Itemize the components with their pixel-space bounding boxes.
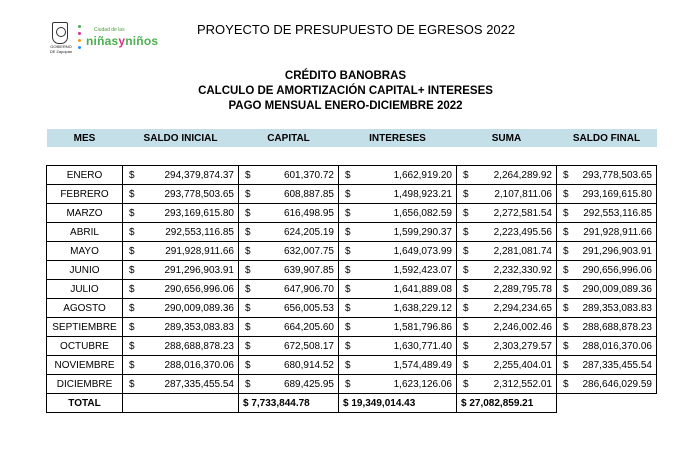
- cell-saldo-final: [557, 318, 657, 337]
- cell-mes: OCTUBRE: [47, 337, 123, 356]
- amount-value: 1,592,423.07: [393, 264, 452, 276]
- currency-symbol: $: [245, 207, 251, 219]
- currency-symbol: $: [563, 169, 569, 181]
- amount-value: 1,623,126.06: [393, 378, 452, 390]
- amount-value: 2,289,795.78: [493, 283, 552, 295]
- amount-value: 289,353,083.83: [164, 321, 234, 333]
- table-row: [47, 261, 657, 280]
- currency-symbol: $: [463, 226, 469, 238]
- amount-value: 2,294,234.65: [493, 302, 552, 314]
- cell-saldo-final: [557, 280, 657, 299]
- cell-mes: JUNIO: [47, 261, 123, 280]
- amount-value: 1,649,073.99: [393, 245, 452, 257]
- cell-intereses: [339, 356, 457, 375]
- cell-capital: [239, 356, 339, 375]
- amount-value: 1,574,489.49: [393, 359, 452, 371]
- amount-value: 1,630,771.40: [393, 340, 452, 352]
- amount-value: 2,232,330.92: [493, 264, 552, 276]
- amount-value: 2,255,404.01: [493, 359, 552, 371]
- amount-value: 624,205.19: [283, 226, 334, 238]
- amount-value: 293,169,615.80: [164, 207, 234, 219]
- total-capital: $ 7,733,844.78: [239, 394, 339, 413]
- currency-symbol: $: [129, 169, 135, 181]
- amount-value: 288,016,370.06: [582, 340, 652, 352]
- amount-value: 1,641,889.08: [393, 283, 452, 295]
- cell-suma: [457, 185, 557, 204]
- table-row: [47, 280, 657, 299]
- currency-symbol: $: [129, 188, 135, 200]
- brand-small-text: Ciudad de las: [94, 27, 125, 33]
- currency-symbol: $: [463, 359, 469, 371]
- cell-saldo-inicial: [123, 280, 239, 299]
- cell-suma: [457, 375, 557, 394]
- cell-capital: [239, 223, 339, 242]
- amount-value: 290,656,996.06: [582, 264, 652, 276]
- currency-symbol: $: [245, 340, 251, 352]
- currency-symbol: $: [463, 207, 469, 219]
- cell-saldo-final: [557, 261, 657, 280]
- currency-symbol: $: [345, 359, 351, 371]
- cell-intereses: [339, 242, 457, 261]
- cell-suma: [457, 356, 557, 375]
- amount-value: 601,370.72: [283, 169, 334, 181]
- seal-caption: GOBIERNO DE Zapopan: [49, 44, 73, 54]
- currency-symbol: $: [345, 302, 351, 314]
- amount-value: 288,016,370.06: [164, 359, 234, 371]
- cell-saldo-final: [557, 356, 657, 375]
- cell-mes: MARZO: [47, 204, 123, 223]
- amount-value: 656,005.53: [283, 302, 334, 314]
- currency-symbol: $: [463, 169, 469, 181]
- currency-symbol: $: [563, 283, 569, 295]
- currency-symbol: $: [563, 264, 569, 276]
- amount-value: 292,553,116.85: [583, 207, 652, 219]
- cell-saldo-inicial: [123, 375, 239, 394]
- cell-saldo-inicial: [123, 242, 239, 261]
- currency-symbol: $: [463, 340, 469, 352]
- table-row: [47, 223, 657, 242]
- currency-symbol: $: [245, 226, 251, 238]
- cell-mes: ABRIL: [47, 223, 123, 242]
- cell-capital: [239, 261, 339, 280]
- amount-value: 680,914.52: [283, 359, 334, 371]
- amount-value: 1,599,290.37: [393, 226, 452, 238]
- cell-saldo-inicial: [123, 356, 239, 375]
- cell-saldo-inicial: [123, 166, 239, 185]
- brand-word-1: niñas: [86, 34, 119, 48]
- currency-symbol: $: [245, 321, 251, 333]
- cell-mes: AGOSTO: [47, 299, 123, 318]
- cell-suma: [457, 337, 557, 356]
- cell-capital: [239, 166, 339, 185]
- zapopan-seal-icon: [52, 22, 68, 44]
- currency-symbol: $: [245, 378, 251, 390]
- cell-intereses: [339, 204, 457, 223]
- cell-saldo-final: [557, 223, 657, 242]
- cell-saldo-final: [557, 337, 657, 356]
- table-row: [47, 375, 657, 394]
- currency-symbol: $: [563, 245, 569, 257]
- currency-symbol: $: [129, 321, 135, 333]
- amount-value: 2,281,081.74: [493, 245, 552, 257]
- currency-symbol: $: [563, 378, 569, 390]
- currency-symbol: $: [463, 321, 469, 333]
- amount-value: 2,264,289.92: [493, 169, 552, 181]
- column-header-saldo-final: SALDO FINAL: [557, 129, 657, 147]
- currency-symbol: $: [345, 340, 351, 352]
- cell-suma: [457, 261, 557, 280]
- cell-capital: [239, 337, 339, 356]
- amortization-table: [46, 129, 657, 413]
- currency-symbol: $: [129, 378, 135, 390]
- currency-symbol: $: [245, 188, 251, 200]
- table-header-row: [47, 129, 657, 147]
- currency-symbol: $: [345, 207, 351, 219]
- subtitle-period: PAGO MENSUAL ENERO-DICIEMBRE 2022: [228, 100, 463, 112]
- table-row: [47, 356, 657, 375]
- cell-suma: [457, 223, 557, 242]
- amount-value: 2,312,552.01: [493, 378, 552, 390]
- currency-symbol: $: [345, 188, 351, 200]
- currency-symbol: $: [129, 302, 135, 314]
- cell-capital: [239, 375, 339, 394]
- cell-suma: [457, 166, 557, 185]
- cell-saldo-final: [557, 375, 657, 394]
- cell-capital: [239, 280, 339, 299]
- currency-symbol: $: [129, 264, 135, 276]
- currency-symbol: $: [129, 283, 135, 295]
- cell-capital: [239, 242, 339, 261]
- amount-value: 2,107,811.06: [494, 188, 552, 200]
- amount-value: 290,656,996.06: [164, 283, 234, 295]
- cell-capital: [239, 299, 339, 318]
- total-empty-cell: [557, 394, 657, 413]
- amount-value: 290,009,089.36: [582, 283, 652, 295]
- cell-mes: NOVIEMBRE: [47, 356, 123, 375]
- amount-value: 287,335,455.54: [164, 378, 234, 390]
- amount-value: 293,778,503.65: [582, 169, 652, 181]
- brand-word-3: niños: [125, 34, 159, 48]
- currency-symbol: $: [129, 226, 135, 238]
- table-row: [47, 337, 657, 356]
- amount-value: 286,646,029.59: [582, 378, 652, 390]
- currency-symbol: $: [463, 264, 469, 276]
- amount-value: 2,246,002.46: [493, 321, 552, 333]
- currency-symbol: $: [463, 378, 469, 390]
- amount-value: 639,907.85: [283, 264, 334, 276]
- column-header-saldo-inicial: SALDO INICIAL: [123, 129, 239, 147]
- subtitle-credit: CRÉDITO BANOBRAS: [284, 70, 407, 82]
- cell-intereses: [339, 299, 457, 318]
- amount-value: 1,498,923.21: [393, 188, 452, 200]
- currency-symbol: $: [563, 188, 569, 200]
- amount-value: 647,906.70: [283, 283, 334, 295]
- column-header-mes: MES: [47, 129, 123, 147]
- cell-mes: ENERO: [47, 166, 123, 185]
- currency-symbol: $: [245, 302, 251, 314]
- amount-value: 664,205.60: [283, 321, 334, 333]
- amount-value: 293,169,615.80: [582, 188, 652, 200]
- cell-mes: JULIO: [47, 280, 123, 299]
- brand-big-text: [86, 34, 158, 48]
- cell-intereses: [339, 337, 457, 356]
- cell-intereses: [339, 185, 457, 204]
- currency-symbol: $: [563, 207, 569, 219]
- currency-symbol: $: [563, 359, 569, 371]
- total-intereses: $ 19,349,014.43: [339, 394, 457, 413]
- currency-symbol: $: [563, 302, 569, 314]
- currency-symbol: $: [345, 378, 351, 390]
- amount-value: 291,928,911.66: [583, 226, 652, 238]
- currency-symbol: $: [129, 340, 135, 352]
- cell-saldo-inicial: [123, 337, 239, 356]
- subtitle-calculation: CALCULO DE AMORTIZACIÓN CAPITAL+ INTERESES: [198, 85, 493, 97]
- table-row: [47, 318, 657, 337]
- amount-value: 2,223,495.56: [493, 226, 552, 238]
- currency-symbol: $: [345, 264, 351, 276]
- table-row: [47, 185, 657, 204]
- amount-value: 288,688,878.23: [164, 340, 234, 352]
- table-row: [47, 242, 657, 261]
- cell-saldo-inicial: [123, 261, 239, 280]
- logo-divider-dots: [78, 25, 80, 53]
- amount-value: 672,508.17: [283, 340, 334, 352]
- amount-value: 608,887.85: [283, 188, 334, 200]
- cell-mes: MAYO: [47, 242, 123, 261]
- cell-intereses: [339, 375, 457, 394]
- cell-saldo-final: [557, 242, 657, 261]
- amount-value: 632,007.75: [283, 245, 334, 257]
- cell-intereses: [339, 280, 457, 299]
- currency-symbol: $: [245, 169, 251, 181]
- cell-saldo-final: [557, 299, 657, 318]
- cell-suma: [457, 318, 557, 337]
- cell-intereses: [339, 318, 457, 337]
- cell-saldo-inicial: [123, 185, 239, 204]
- currency-symbol: $: [463, 188, 469, 200]
- amount-value: 2,272,581.54: [493, 207, 552, 219]
- currency-symbol: $: [563, 321, 569, 333]
- cell-saldo-inicial: [123, 204, 239, 223]
- table-row: [47, 166, 657, 185]
- currency-symbol: $: [345, 321, 351, 333]
- cell-saldo-inicial: [123, 318, 239, 337]
- currency-symbol: $: [345, 245, 351, 257]
- currency-symbol: $: [463, 283, 469, 295]
- cell-suma: [457, 280, 557, 299]
- cell-saldo-inicial: [123, 223, 239, 242]
- cell-suma: [457, 204, 557, 223]
- cell-mes: FEBRERO: [47, 185, 123, 204]
- amount-value: 289,353,083.83: [582, 302, 652, 314]
- currency-symbol: $: [563, 340, 569, 352]
- currency-symbol: $: [245, 264, 251, 276]
- table-row: [47, 204, 657, 223]
- cell-intereses: [339, 223, 457, 242]
- zapopan-logo: [48, 22, 168, 62]
- amount-value: 287,335,455.54: [582, 359, 652, 371]
- cell-mes: SEPTIEMBRE: [47, 318, 123, 337]
- column-header-capital: CAPITAL: [239, 129, 339, 147]
- currency-symbol: $: [245, 245, 251, 257]
- cell-mes: DICIEMBRE: [47, 375, 123, 394]
- amount-value: 293,778,503.65: [164, 188, 234, 200]
- total-row: [47, 394, 657, 413]
- cell-capital: [239, 185, 339, 204]
- amount-value: 291,296,903.91: [582, 245, 652, 257]
- amount-value: 291,928,911.66: [165, 245, 234, 257]
- amount-value: 1,638,229.12: [393, 302, 452, 314]
- cell-intereses: [339, 166, 457, 185]
- currency-symbol: $: [129, 359, 135, 371]
- currency-symbol: $: [463, 245, 469, 257]
- amount-value: 294,379,874.37: [164, 169, 234, 181]
- cell-saldo-inicial: [123, 299, 239, 318]
- amount-value: 2,303,279.57: [493, 340, 552, 352]
- currency-symbol: $: [245, 359, 251, 371]
- column-header-suma: SUMA: [457, 129, 557, 147]
- total-suma: $ 27,082,859.21: [457, 394, 557, 413]
- cell-saldo-final: [557, 204, 657, 223]
- currency-symbol: $: [463, 302, 469, 314]
- column-header-intereses: INTERESES: [339, 129, 457, 147]
- amount-value: 291,296,903.91: [164, 264, 234, 276]
- amount-value: 292,553,116.85: [165, 226, 234, 238]
- amount-value: 1,581,796.86: [393, 321, 452, 333]
- table-row: [47, 299, 657, 318]
- amount-value: 288,688,878.23: [582, 321, 652, 333]
- currency-symbol: $: [345, 283, 351, 295]
- amount-value: 689,425.95: [283, 378, 334, 390]
- cell-suma: [457, 299, 557, 318]
- currency-symbol: $: [129, 245, 135, 257]
- cell-intereses: [339, 261, 457, 280]
- currency-symbol: $: [345, 226, 351, 238]
- amount-value: 616,498.95: [283, 207, 334, 219]
- page-title: PROYECTO DE PRESUPUESTO DE EGRESOS 2022: [197, 22, 516, 37]
- cell-suma: [457, 242, 557, 261]
- cell-saldo-final: [557, 185, 657, 204]
- amount-value: 290,009,089.36: [164, 302, 234, 314]
- cell-saldo-final: [557, 166, 657, 185]
- amount-value: 1,662,919.20: [393, 169, 452, 181]
- currency-symbol: $: [345, 169, 351, 181]
- amount-value: 1,656,082.59: [393, 207, 452, 219]
- currency-symbol: $: [245, 283, 251, 295]
- cell-capital: [239, 204, 339, 223]
- cell-capital: [239, 318, 339, 337]
- currency-symbol: $: [129, 207, 135, 219]
- brand-word-2: y: [118, 34, 126, 48]
- total-label: TOTAL: [47, 394, 123, 413]
- currency-symbol: $: [563, 226, 569, 238]
- total-blank-cell: [123, 394, 239, 413]
